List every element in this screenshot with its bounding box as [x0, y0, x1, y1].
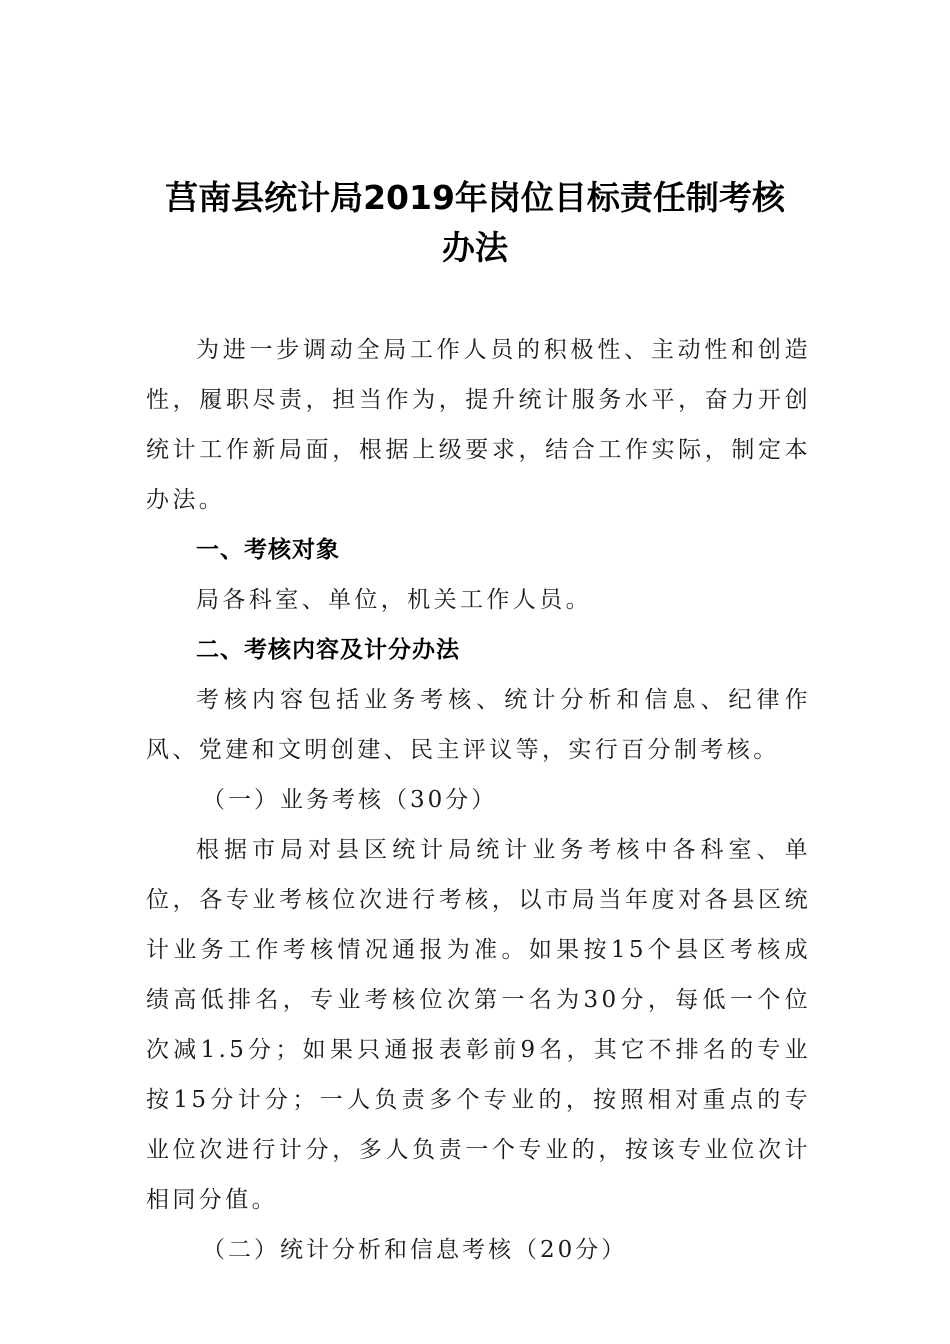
intro-paragraph: 为进一步调动全局工作人员的积极性、主动性和创造性，履职尽责，担当作为，提升统计服务水平，奋力开创统计工作新局面，根据上级要求，结合工作实际，制定本办法。: [146, 337, 811, 513]
section2-paragraph: 考核内容包括业务考核、统计分析和信息、纪律作风、党建和文明创建、民主评议等，实行百分制考核。: [146, 687, 811, 763]
document-title-line1: 莒南县统计局2019年岗位目标责任制考核: [165, 178, 785, 217]
section2-heading: 二、考核内容及计分办法: [196, 637, 460, 663]
document-title-line2: 办法: [442, 228, 508, 267]
section1-heading: 一、考核对象: [196, 537, 340, 563]
subsection1-paragraph: 根据市局对县区统计局统计业务考核中各科室、单位，各专业考核位次进行考核，以市局当年度对各县区统计业务工作考核情况通报为准。如果按15个县区考核成绩高低排名，专业考核位次第一名为30分，每低一个位次减1.5分；如果只通报表彰前9名，其它不排名的专业按15分计分；一人负责多个专业的，按照相对重点的专业位次进行计分，多人负责一个专业的，按该专业位次计相同分值。: [146, 837, 811, 1213]
subsection2-heading: （二）统计分析和信息考核（20分）: [202, 1237, 628, 1263]
document-body: [146, 325, 811, 1275]
subsection1-heading: （一）业务考核（30分）: [202, 787, 498, 813]
section1-paragraph: 局各科室、单位，机关工作人员。: [196, 587, 592, 613]
